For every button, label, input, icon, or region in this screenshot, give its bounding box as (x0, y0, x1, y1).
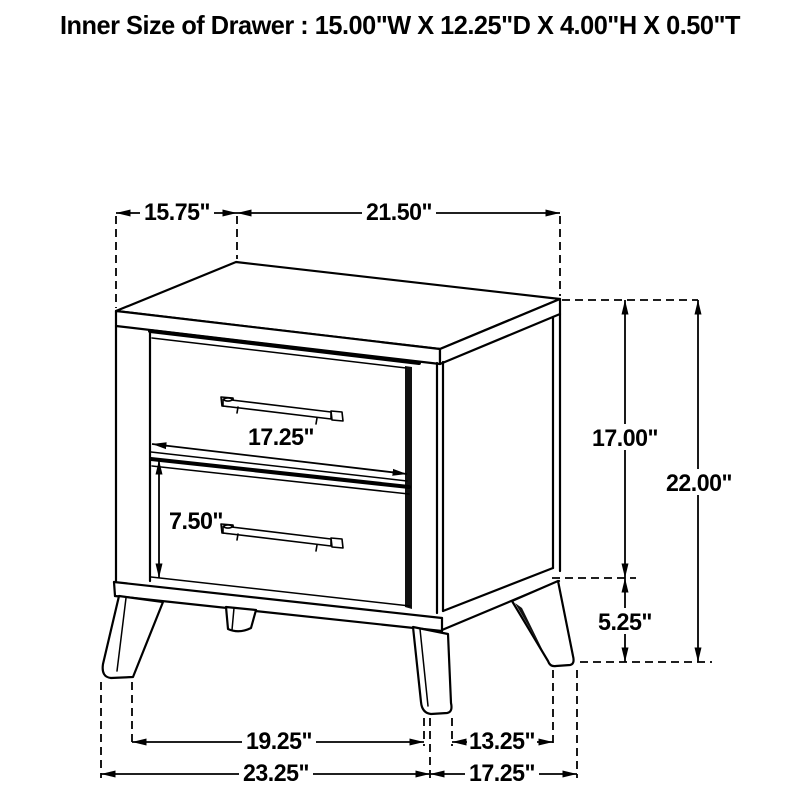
nightstand-drawing (103, 262, 574, 714)
dim-top-left-label: 15.75" (144, 199, 210, 226)
nightstand-top (116, 262, 560, 364)
leg-back-right (512, 581, 574, 666)
dim-drawer-width-label: 17.25" (248, 424, 314, 451)
side-panel (442, 314, 560, 630)
drawer-divider (151, 459, 409, 487)
diagram-title: Inner Size of Drawer : 15.00"W X 12.25"D X 4.00"H X 0.50"T (60, 10, 741, 40)
drawer-handle-bottom (221, 524, 343, 551)
leg-front-left (103, 596, 163, 678)
dim-side-feet-outer-label: 17.25" (469, 760, 535, 787)
dim-bottom-drawer-height-label: 7.50" (169, 508, 223, 535)
leg-front-right (413, 627, 452, 714)
dim-leg-height-label: 5.25" (598, 609, 652, 636)
dim-side-feet-inner-label: 13.25" (469, 728, 535, 755)
bottom-rail (114, 582, 442, 631)
dim-case-height-label: 17.00" (592, 425, 658, 452)
case-body (116, 314, 560, 630)
drawer-handle-top (221, 397, 343, 424)
dim-top-main-label: 21.50" (366, 199, 432, 226)
dim-front-feet-inner-label: 19.25" (246, 728, 312, 755)
legs (103, 581, 574, 714)
dim-front-feet-outer-label: 23.25" (243, 760, 309, 787)
dim-overall-height-label: 22.00" (666, 470, 732, 497)
leg-back-left (226, 607, 256, 631)
